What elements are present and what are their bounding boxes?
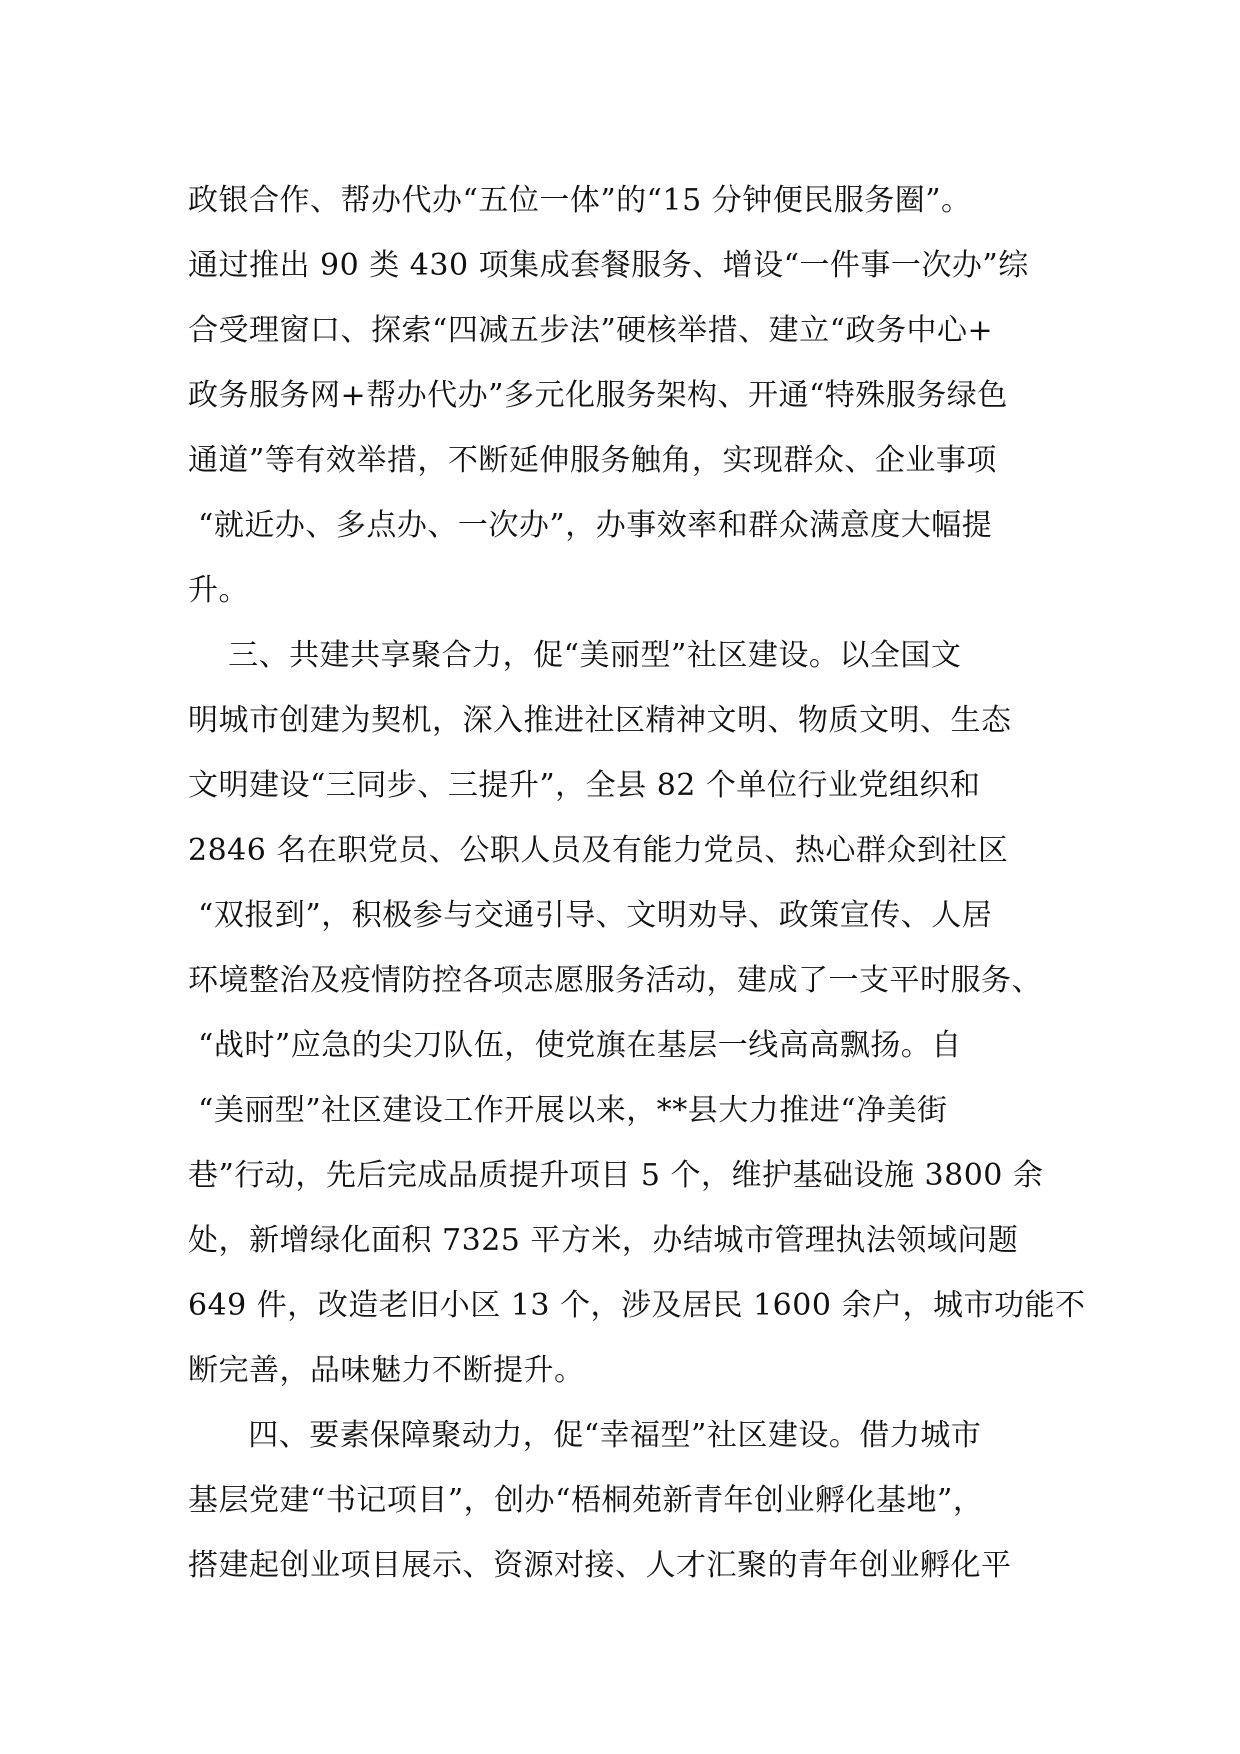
text-line: 环境整治及疫情防控各项志愿服务活动，建成了一支平时服务、 — [188, 963, 1042, 998]
text-line: “战时”应急的尖刀队伍，使党旗在基层一线高高飘扬。自 — [188, 1028, 962, 1063]
text-line: 通道”等有效举措，不断延伸服务触角，实现群众、企业事项 — [188, 443, 997, 478]
text-line: 升。 — [188, 573, 249, 608]
text-line: 三、共建共享聚合力，促“美丽型”社区建设。以全国文 — [188, 638, 962, 673]
text-line: 明城市创建为契机，深入推进社区精神文明、物质文明、生态 — [188, 703, 1012, 738]
text-line: 政银合作、帮办代办“五位一体”的“15 分钟便民服务圈”。 — [188, 183, 972, 218]
text-line: 合受理窗口、探索“四减五步法”硬核举措、建立“政务中心+ — [188, 313, 994, 348]
text-line: 2846 名在职党员、公职人员及有能力党员、热心群众到社区 — [188, 833, 1009, 868]
text-line: 处，新增绿化面积 7325 平方米，办结城市管理执法领域问题 — [188, 1223, 1019, 1258]
text-line: “美丽型”社区建设工作开展以来，**县大力推进“净美街 — [188, 1093, 948, 1128]
text-line: 政务服务网+帮办代办”多元化服务架构、开通“特殊服务绿色 — [188, 378, 1008, 413]
text-line: 基层党建“书记项目”，创办“梧桐苑新青年创业孵化基地”， — [188, 1483, 984, 1518]
text-line: 649 件，改造老旧小区 13 个，涉及居民 1600 余户，城市功能不 — [188, 1288, 1086, 1323]
text-line: 巷”行动，先后完成品质提升项目 5 个，维护基础设施 3800 余 — [188, 1158, 1044, 1193]
body-text — [188, 168, 1086, 1598]
text-line: “就近办、多点办、一次办”，办事效率和群众满意度大幅提 — [188, 508, 993, 543]
text-line: 四、要素保障聚动力，促“幸福型”社区建设。借力城市 — [188, 1418, 982, 1453]
text-line: 断完善，品味魅力不断提升。 — [188, 1353, 585, 1388]
text-line: “双报到”，积极参与交通引导、文明劝导、政策宣传、人居 — [188, 898, 993, 933]
text-line: 搭建起创业项目展示、资源对接、人才汇聚的青年创业孵化平 — [188, 1548, 1012, 1583]
text-line: 文明建设“三同步、三提升”，全县 82 个单位行业党组织和 — [188, 768, 981, 803]
text-line: 通过推出 90 类 430 项集成套餐服务、增设“一件事一次办”综 — [188, 248, 1029, 283]
